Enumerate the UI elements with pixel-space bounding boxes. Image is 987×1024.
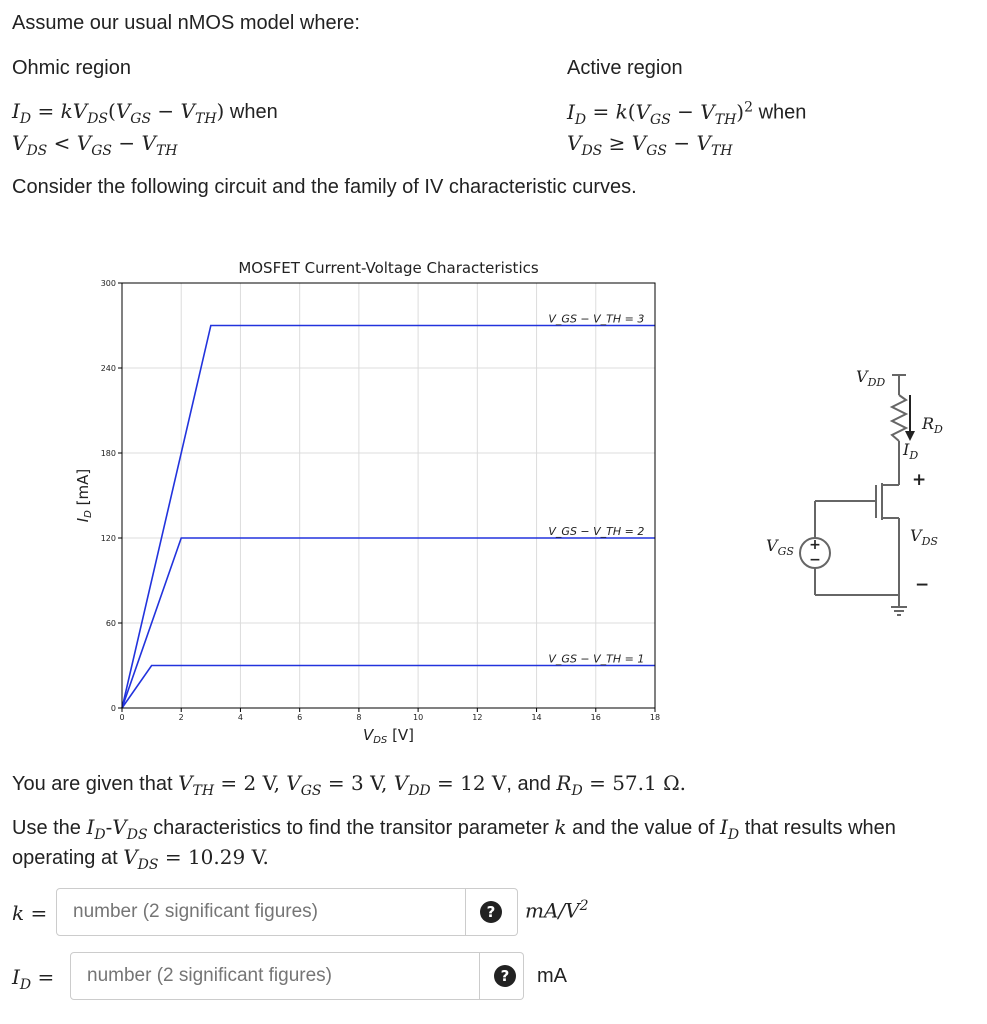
x-tick-label: 16	[590, 713, 601, 722]
id-unit: mA	[537, 965, 567, 987]
k-unit: $mA/V^2$	[525, 898, 589, 923]
vgs-minus: −	[809, 552, 821, 568]
x-tick-label: 4	[237, 713, 243, 722]
chart-ylabel: $I_D$ [mA]	[74, 468, 94, 523]
series-line-VGS-VTH=1	[122, 666, 655, 709]
question-line2: operating at $V_{DS} = 10.29$ V.	[12, 845, 269, 873]
active-condition: $V_{DS} \ge V_{GS} - V_{TH}$	[567, 131, 733, 159]
question-line1: Use the $I_D-V_{DS}$ characteristics to find the transitor parameter k and the value of $I_D$ that results when	[12, 815, 896, 843]
x-tick-label: 12	[472, 713, 483, 722]
x-tick-label: 14	[531, 713, 542, 722]
k-label: k =	[12, 901, 48, 925]
x-tick-label: 0	[119, 713, 125, 722]
x-tick-label: 2	[178, 713, 184, 722]
intro-text: Assume our usual nMOS model where:	[12, 12, 360, 34]
given-text: You are given that $V_{TH} = 2$ V, $V_{GS} = 3$ V, $V_{DD} = 12$ V, and $R_D = 57.1$ Ω.	[12, 771, 687, 799]
series-label-VGS-VTH=1: V_GS − V_TH = 1	[548, 652, 645, 666]
k-input[interactable]	[56, 888, 466, 936]
vgs-label: $V_{GS}$	[766, 536, 794, 558]
y-tick-label: 240	[100, 364, 116, 373]
id-input[interactable]	[70, 952, 480, 1000]
chart-xlabel: $V_{DS}$ [V]	[362, 726, 415, 746]
id-answer-label: $I_D$ =	[12, 965, 55, 993]
ohmic-condition: $V_{DS} < V_{GS} - V_{TH}$	[12, 131, 178, 159]
iv-chart	[60, 255, 680, 755]
y-tick-label: 300	[100, 279, 116, 288]
x-tick-label: 8	[356, 713, 362, 722]
x-tick-label: 18	[649, 713, 661, 722]
vgs-plus: +	[809, 537, 821, 553]
id-label: $I_D$	[903, 440, 919, 462]
series-label-VGS-VTH=2: V_GS − V_TH = 2	[548, 525, 645, 538]
vds-label: $V_{DS}$	[910, 526, 938, 548]
y-tick-label: 180	[100, 449, 116, 458]
active-equation: $I_D = k(V_{GS} - V_{TH})^2$ when	[567, 99, 807, 128]
chart-series	[122, 326, 655, 709]
series-label-VGS-VTH=3: V_GS − V_TH = 3	[548, 312, 645, 326]
y-tick-label: 120	[100, 534, 116, 543]
mosfet-circuit	[760, 355, 960, 625]
active-title: Active region	[567, 57, 683, 79]
ohmic-when: when	[224, 101, 278, 123]
x-tick-label: 6	[297, 713, 303, 722]
y-tick-label: 60	[105, 619, 116, 628]
vds-minus: −	[915, 575, 930, 595]
active-when: when	[753, 101, 807, 124]
chart-series-labels	[548, 313, 644, 666]
x-tick-label: 10	[413, 713, 424, 722]
ohmic-equation: $I_D = kV_{DS}(V_{GS} - V_{TH})$ when	[12, 99, 278, 127]
chart-title: MOSFET Current-Voltage Characteristics	[238, 259, 539, 277]
vdd-label: $V_{DD}$	[856, 367, 886, 389]
vds-plus: +	[912, 470, 927, 490]
ohmic-title: Ohmic region	[12, 57, 131, 79]
y-tick-label: 0	[110, 704, 116, 713]
k-help-icon[interactable]: ?	[480, 901, 502, 923]
rd-label: $R_D$	[922, 414, 943, 436]
consider-text: Consider the following circuit and the family of IV characteristic curves.	[12, 176, 637, 198]
id-help-icon[interactable]: ?	[494, 965, 516, 987]
series-line-VGS-VTH=3	[122, 326, 655, 709]
chart-grid	[122, 283, 655, 708]
chart-frame	[122, 283, 655, 708]
